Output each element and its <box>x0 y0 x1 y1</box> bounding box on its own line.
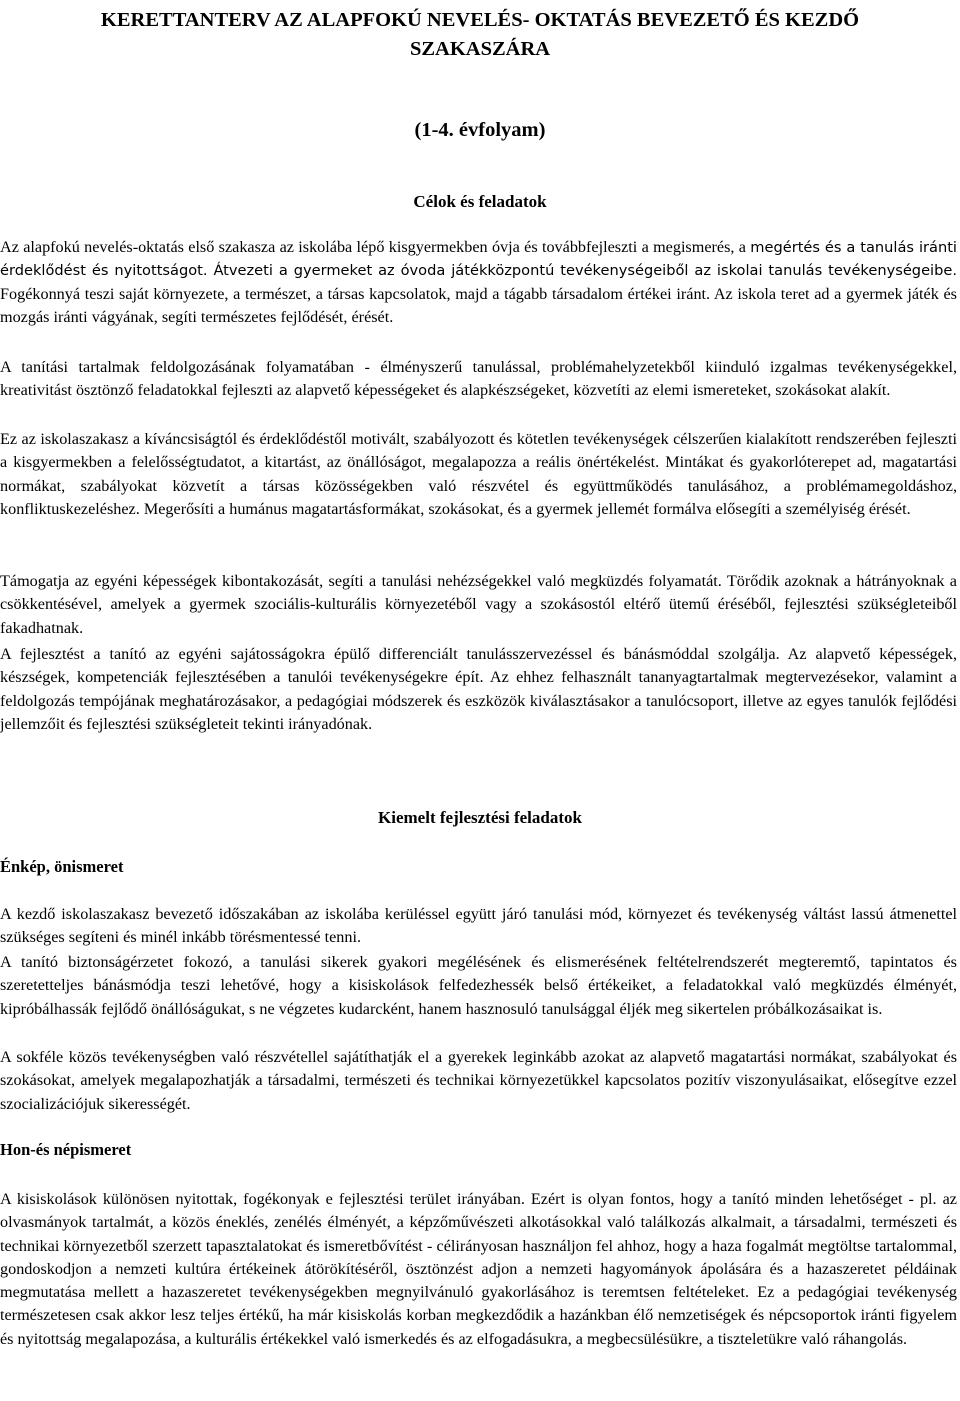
homeland-paragraph: A kisiskolások különösen nyitottak, fogékonyak e fejlesztési terület irányában. Ezért is olyan fontos, hogy a tanító minden lehetőséget - pl. az olvasmányok tartalmát, a közös éneklés, zenélés élményét, a képzőművészeti alkotásokkal való találkozás alkalmait, a társadalmi, természeti és technikai környezetből szerzett tapasztalatokat és ismeretbővítést - célirányosan használjon fel ahhoz, hogy a haza fogalmát megtöltse tartalommal, gondoskodjon a nemzeti kultúra értékeinek átörökítéséről, ösztönzést adjon a nemzeti hagyományok ápolására és a hazaszeretet példáinak megmutatása mellett a hazaszeretet tevékenységekben megnyilvánuló gyakorlásához is teremtsen feltételeket. Ez a pedagógiai tevékenység természetesen csak akkor lesz teljes értékű, ha már kisiskolás korban megkezdődik a hazánkban élő nemzetiségek és népcsoportok iránti figyelem és nyitottság megalapozása, a kulturális értékekkel való ismerkedés és az elfogadásukra, a megbecsülésükre, a tiszteletükre való ráhangolás. <box>0 1190 957 1348</box>
section-heading-development: Kiemelt fejlesztési feladatok <box>378 808 582 827</box>
goals-paragraph-3: Ez az iskolaszakasz a kíváncsiságtól és érdeklődéstől motivált, szabályozott és kötetlen tevékenységek célszerűen kialakított rendszerében fejleszti a kisgyermekben a felelősségtudatot, a kitartást, az önállóságot, megalapozza a reális önértékelést. Mintákat és gyakorlóterepet ad, magatartási normákat, szabályokat közvetít a társas közösségekben való részvétel és együttműködés tanulásához, a problémamegoldáshoz, konfliktuskezeléshez. Megerősíti a humánus magatartásformákat, szokásokat, és a gyermek jellemét formálva elősegíti a személyiség érését. <box>0 430 957 518</box>
goals-paragraph-5: A fejlesztést a tanító az egyéni sajátosságokra épülő differenciált tanulásszervezéssel és bánásmóddal szolgálja. Az alapvető képességek, készségek, kompetenciák fejlesztésében a tanulói tevékenységekre épít. Az ehhez felhasznált tananyagtartalmak megtervezésekor, valamint a feldolgozás tempójának meghatározásakor, a pedagógiai módszerek és eszközök kiválasztásakor a tanulócsoport, illetve az egyes tanulók fejlődési jellemzőit és fejlesztési szükségleteit tekinti irányadónak. <box>0 645 957 733</box>
goals-paragraph-1 <box>0 236 957 329</box>
text-run: megértés és a tanulás iránti érdeklődést és nyitottságot. <box>0 239 957 280</box>
title-line-2: SZAKASZÁRA <box>409 38 551 60</box>
subheading-self-image: Énkép, önismeret <box>0 857 124 876</box>
self-image-paragraph-1: A kezdő iskolaszakasz bevezető időszakában az iskolába kerüléssel együtt járó tanulási mód, környezet és tevékenység váltást lassú átmenettel szükséges segíteni és minél inkább törésmentessé tenni. <box>0 905 957 947</box>
goals-paragraph-4: Támogatja az egyéni képességek kibontakozását, segíti a tanulási nehézségekkel való megküzdés folyamatát. Törődik azoknak a hátrányoknak a csökkentésével, amelyek a gyermek szociális-kulturális környezetéből vagy a szokásostól eltérő ütemű éréséből, fejlesztési szükségleteiből fakadhatnak. <box>0 572 957 637</box>
section-heading-goals: Célok és feladatok <box>413 192 547 211</box>
self-image-paragraph-2: A tanító biztonságérzetet fokozó, a tanulási sikerek gyakori megélésének és elismerésének feltételrendszerét megteremtő, tapintatos és szeretetteljes bánásmódja teszi lehetővé, hogy a kisiskolások felfedezhessék belső értékeiket, a feladatokkal való megküzdés élményét, kipróbálhassák fejlődő önállóságukat, s ne végzetes kudarcként, hanem hasznosuló tanulsággal éljék meg sikertelen próbálkozásaikat is. <box>0 953 957 1018</box>
title-line-1: KERETTANTERV AZ ALAPFOKÚ NEVELÉS- OKTATÁS BEVEZETŐ ÉS KEZDŐ <box>100 9 860 31</box>
document-title <box>0 6 960 64</box>
self-image-paragraph-3: A sokféle közös tevékenységben való részvétellel sajátíthatják el a gyerekek leginkább azokat az alapvető magatartási normákat, szabályokat és szokásokat, amelyek megalapozhatják a társadalmi, természeti és technikai környezetükkel kapcsolatos pozitív viszonyulásaikat, elősegítve ezzel szocializációjuk sikerességét. <box>0 1048 957 1113</box>
text-run: Átvezeti a gyermeket az óvoda játékközpontú tevékenységeiből az iskolai tanulás tevékenységeibe. <box>207 262 957 280</box>
goals-paragraph-2: A tanítási tartalmak feldolgozásának folyamatában - élményszerű tanulással, problémahelyzetekből kiinduló izgalmas tevékenységekkel, kreativitást ösztönző feladatokkal fejleszti az alapvető képességeket és alapkészségeket, közvetíti az elemi ismereteket, szokásokat alakít. <box>0 358 957 400</box>
text-run: Az alapfokú nevelés-oktatás első szakasza az iskolába lépő kisgyermekben óvja és továbbfejleszti a megismerés, a <box>0 238 751 256</box>
text-run: Az iskola teret ad a gyermek játék és mozgás iránti vágyának, segíti természetes fejlődését, érését. <box>0 284 957 326</box>
grade-range: (1-4. évfolyam) <box>414 119 546 141</box>
text-run: Fogékonnyá teszi saját környezete, a természet, a társas kapcsolatok, majd a tágabb társadalom értékei iránt. <box>0 284 711 303</box>
subheading-homeland: Hon-és népismeret <box>0 1140 132 1159</box>
